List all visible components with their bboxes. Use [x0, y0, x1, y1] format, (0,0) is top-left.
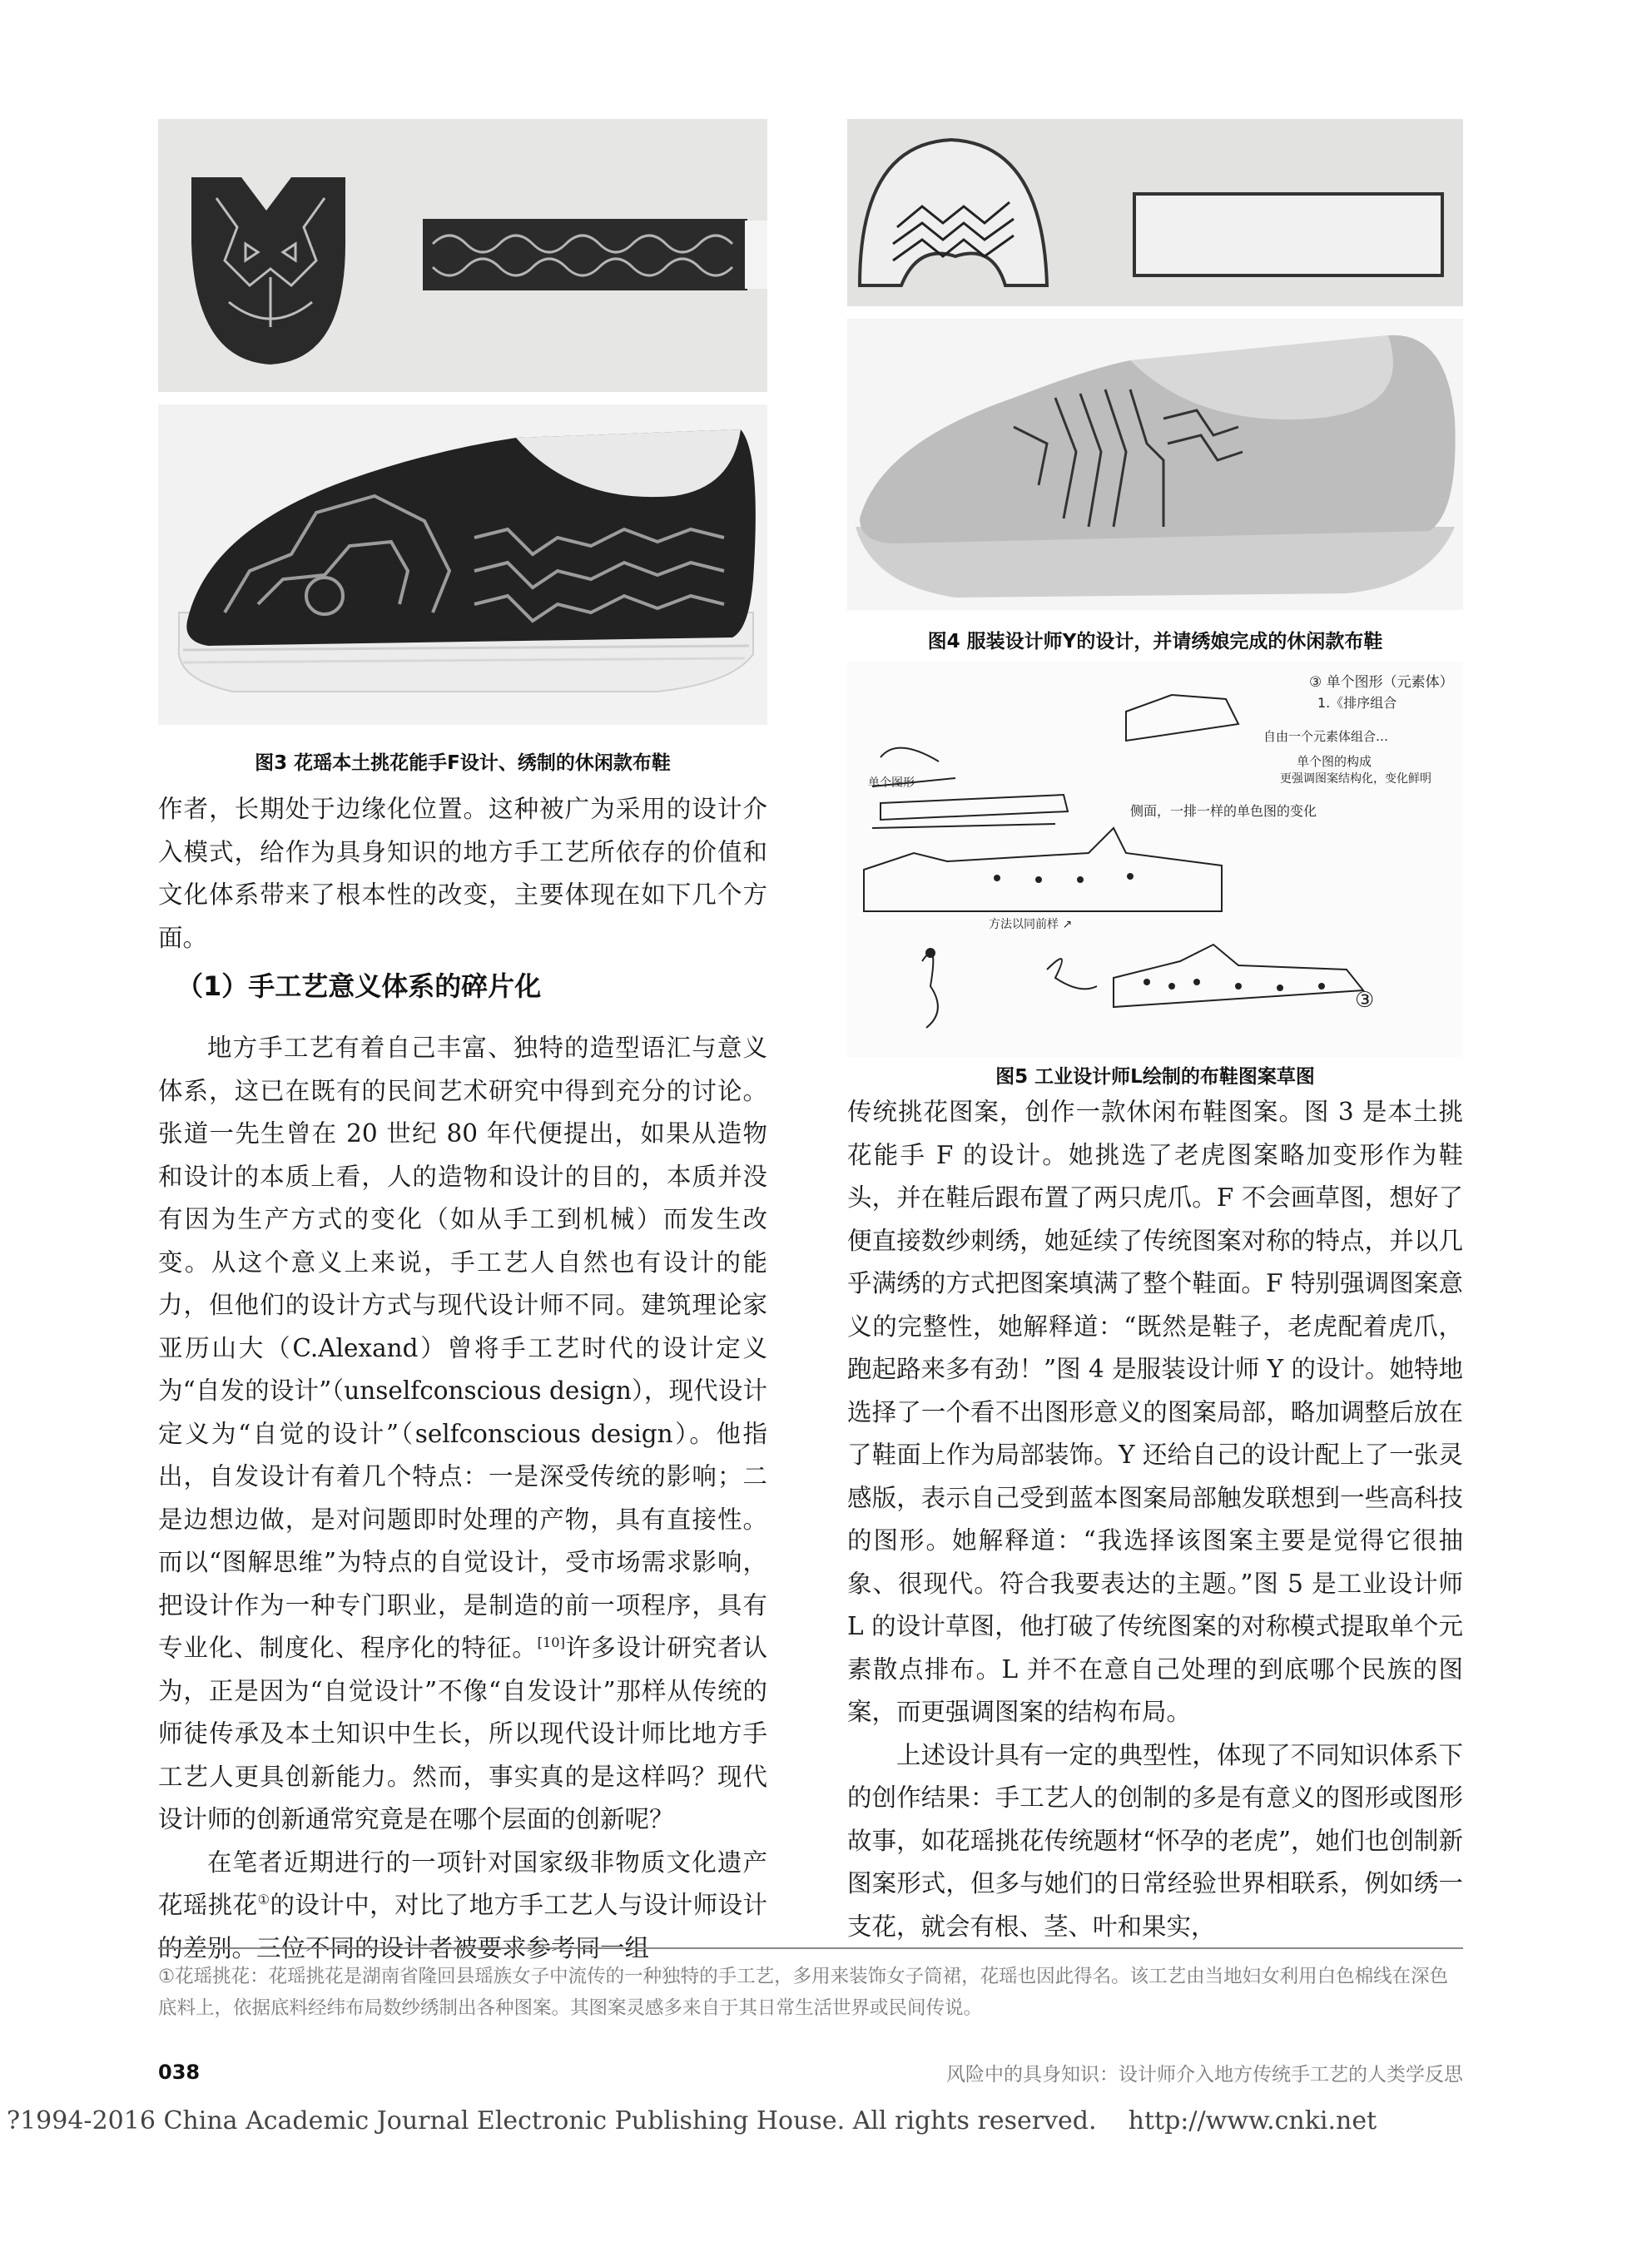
left-paragraph-continuation: 作者，长期处于边缘化位置。这种被广为采用的设计介入模式，给作为具身知识的地方手工艺所依存的价值和文化体系带来了根本性的改变，主要体现在如下几个方面。	[158, 795, 767, 952]
section-heading: （1）手工艺意义体系的碎片化	[176, 970, 542, 1002]
sketch-note-4: 单个图的构成	[1297, 754, 1372, 769]
sketch-note-3: 自由一个元素体组合…	[1263, 729, 1389, 744]
figure-4-caption: 图4 服装设计师Y的设计，并请绣娘完成的休闲款布鞋	[927, 631, 1383, 652]
sketch-number-3: ③	[1355, 988, 1375, 1013]
figure-5-caption: 图5 工业设计师L绘制的布鞋图案草图	[995, 1066, 1315, 1088]
pattern-pieces-illustration	[847, 119, 1463, 306]
embroidered-pieces-illustration	[158, 119, 767, 392]
sketch-note-5: 更强调图案结构化，变化鲜明	[1280, 772, 1431, 786]
figure-4-top-photo	[847, 119, 1463, 306]
sketch-note-6: 侧面，一排一样的单色图的变化	[1130, 803, 1317, 819]
sketch-note-7: 单个图形	[868, 776, 915, 790]
figure-3-caption: 图3 花瑶本土挑花能手F设计、绣制的休闲款布鞋	[255, 752, 671, 774]
page-number: 038	[158, 2061, 201, 2084]
figure-3-shoe-photo	[158, 404, 767, 725]
figure-5-sketch	[847, 662, 1463, 1057]
shoe-pattern-sketch-drawing	[847, 662, 1463, 1057]
sketch-note-1: ③ 单个图形（元素体）	[1309, 674, 1454, 691]
left-column-body	[158, 1027, 767, 1970]
running-title: 风险中的具身知识：设计师介入地方传统手工艺的人类学反思	[946, 2064, 1463, 2086]
black-embroidered-shoe-illustration	[158, 404, 767, 725]
figure-3-top-photo	[158, 119, 767, 392]
right-paragraph-2: 上述设计具有一定的典型性，体现了不同知识体系下的创作结果：手工艺人的创制的多是有意义的图形或图形故事，如花瑶挑花传统题材“怀孕的老虎”，她们也创制新图案形式，但多与她们的日常经验世界相联系，例如绣一支花，就会有根、茎、叶和果实，	[847, 1740, 1463, 1941]
left-column-top	[158, 788, 767, 960]
reference-10: [10]	[537, 1634, 565, 1651]
footnote-divider	[158, 1947, 1463, 1949]
footnote-text: ①花瑶挑花：花瑶挑花是湖南省隆回县瑶族女子中流传的一种独特的手工艺，多用来装饰女子筒裙，花瑶也因此得名。该工艺由当地妇女利用白色棉线在深色底料上，依据底料经纬布局数纱绣制出各种图案。其图案灵感多来自于其日常生活世界或民间传说。	[158, 1966, 1449, 2019]
light-canvas-shoe-illustration	[847, 319, 1463, 610]
left-paragraph-2: 在笔者近期进行的一项针对国家级非物质文化遗产花瑶挑花①的设计中，对比了地方手工艺人与设计师设计的差别。三位不同的设计者被要求参考同一组	[158, 1848, 767, 1962]
footnote-marker: ①	[257, 1892, 270, 1908]
sketch-note-2: 1.《排序组合	[1317, 695, 1397, 711]
right-column-body	[847, 1091, 1463, 1948]
left-paragraph-1: 地方手工艺有着自己丰富、独特的造型语汇与意义体系，这已在既有的民间艺术研究中得到充分的讨论。张道一先生曾在 20 世纪 80 年代便提出，如果从造物和设计的本质上看，人的造物和设计的目的，本质并没有因为生产方式的变化（如从手工到机械）而发生改变。从这个意义上来说，手工艺人自然也有设计的能力，但他们的设计方式与现代设计师不同。建筑理论家亚历山大（C.Alexand）曾将手工艺时代的设计定义为“自发的设计”（unselfconscious design），现代设计定义为“自觉的设计”（selfconscious design）。他指出，自发设计有着几个特点：一是深受传统的影响；二是边想边做，是对问题即时处理的产物，具有直接性。而以“图解思维”为特点的自觉设计，受市场需求影响，把设计作为一种专门职业，是制造的前一项程序，具有专业化、制度化、程序化的特征。[10]许多设计研究者认为，正是因为“自觉设计”不像“自发设计”那样从传统的师徒传承及本土知识中生长，所以现代设计师比地方手工艺人更具创新能力。然而，事实真的是这样吗？现代设计师的创新通常究竟是在哪个层面的创新呢？	[158, 1034, 767, 1833]
sketch-note-8: 方法以同前样 ↗	[989, 918, 1073, 931]
copyright-line: ?1994-2016 China Academic Journal Electronic Publishing House. All rights reserved. http://www.cnki.net	[7, 2106, 1377, 2135]
right-paragraph-1: 传统挑花图案，创作一款休闲布鞋图案。图 3 是本土挑花能手 F 的设计。她挑选了老虎图案略加变形作为鞋头，并在鞋后跟布置了两只虎爪。F 不会画草图，想好了便直接数纱刺绣，她延续了传统图案对称的特点，并以几乎满绣的方式把图案填满了整个鞋面。F 特别强调图案意义的完整性，她解释道：“既然是鞋子，老虎配着虎爪，跑起路来多有劲！”图 4 是服装设计师 Y 的设计。她特地选择了一个看不出图形意义的图案局部，略加调整后放在了鞋面上作为局部装饰。Y 还给自己的设计配上了一张灵感版，表示自己受到蓝本图案局部触发联想到一些高科技的图形。她解释道：“我选择该图案主要是觉得它很抽象、很现代。符合我要表达的主题。”图 5 是工业设计师 L 的设计草图，他打破了传统图案的对称模式提取单个元素散点排布。L 并不在意自己处理的到底哪个民族的图案，而更强调图案的结构布局。	[847, 1098, 1463, 1726]
figure-4-shoe-photo	[847, 319, 1463, 610]
